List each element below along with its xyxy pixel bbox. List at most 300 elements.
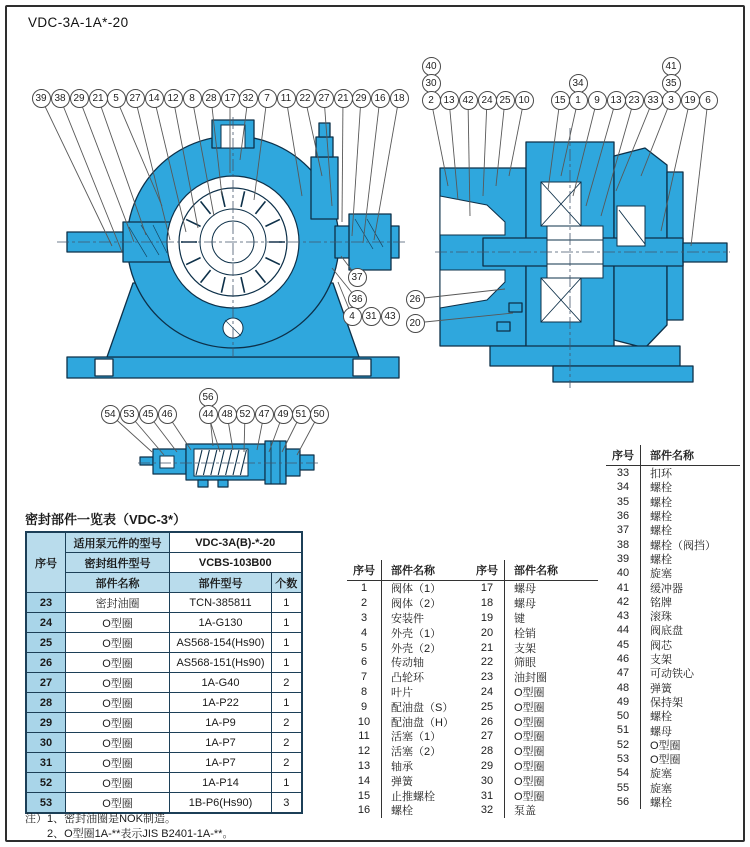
balloon-33: 33 <box>644 91 663 110</box>
parts-row-no: 36 <box>616 510 630 523</box>
parts-row-name: 凸轮环 <box>381 670 473 685</box>
balloon-54: 54 <box>101 405 120 424</box>
balloon-38: 38 <box>51 89 70 108</box>
parts-row-name: 缓冲器 <box>640 580 740 594</box>
seal-kit-model-label: 密封组件型号 <box>66 553 170 573</box>
parts-row-name: 外壳（1） <box>381 625 473 640</box>
parts-col-name-header: 部件名称 <box>640 445 740 465</box>
seal-table-row <box>26 613 302 633</box>
balloon-7: 7 <box>258 89 277 108</box>
parts-row <box>606 609 740 623</box>
parts-row <box>606 723 740 737</box>
balloon-27: 27 <box>126 89 145 108</box>
balloon-49: 49 <box>274 405 293 424</box>
parts-row <box>347 596 473 611</box>
parts-row <box>470 788 598 803</box>
parts-row-name: 保持架 <box>640 695 740 709</box>
parts-row-no: 47 <box>616 667 630 680</box>
parts-row-no: 46 <box>616 653 630 665</box>
seal-part-model: TCN-385811 <box>170 593 272 613</box>
balloon-36: 36 <box>348 290 367 309</box>
parts-row-name: O型圈 <box>504 773 598 788</box>
parts-row-name: 传动轴 <box>381 655 473 670</box>
seal-part-model: 1A-G130 <box>170 613 272 633</box>
balloon-4: 4 <box>343 307 362 326</box>
balloon-26: 26 <box>406 290 425 309</box>
parts-row-no: 26 <box>480 715 494 728</box>
parts-row <box>606 652 740 666</box>
parts-row <box>470 670 598 685</box>
balloon-12: 12 <box>164 89 183 108</box>
balloon-2: 2 <box>422 91 441 110</box>
parts-row-no: 50 <box>616 710 630 723</box>
parts-row-no: 42 <box>616 595 630 608</box>
parts-list-1-16 <box>347 560 473 818</box>
seal-part-model: 1A-G40 <box>170 673 272 693</box>
parts-row <box>606 795 740 809</box>
parts-row-name: 安装件 <box>381 611 473 626</box>
parts-row-no: 1 <box>360 582 368 595</box>
balloon-11: 11 <box>277 89 296 108</box>
seal-part-model: 1A-P7 <box>170 753 272 773</box>
parts-row-no: 56 <box>616 795 630 808</box>
seal-part-name: 密封油圈 <box>66 593 170 613</box>
seal-col-qty-header: 个数 <box>272 573 302 593</box>
balloon-28: 28 <box>202 89 221 108</box>
parts-row <box>606 495 740 509</box>
seal-col-name-header: 部件名称 <box>66 573 170 593</box>
parts-row-name: O型圈 <box>504 699 598 714</box>
seal-part-qty: 2 <box>272 713 302 733</box>
parts-row-no: 34 <box>616 481 630 494</box>
parts-row-no: 48 <box>616 681 630 694</box>
parts-row-no: 19 <box>480 611 494 624</box>
seal-table-notes <box>25 812 233 842</box>
balloon-10: 10 <box>515 91 534 110</box>
note-line-2: 2、O型圈1A-**表示JIS B2401-1A-**。 <box>47 828 234 840</box>
balloon-45: 45 <box>139 405 158 424</box>
parts-row-name: O型圈 <box>504 685 598 700</box>
parts-row <box>470 759 598 774</box>
seal-part-name: O型圈 <box>66 653 170 673</box>
parts-row-no: 11 <box>358 730 370 743</box>
parts-row <box>347 581 473 596</box>
balloon-23: 23 <box>625 91 644 110</box>
parts-col-no-header: 序号 <box>476 565 498 577</box>
balloon-52: 52 <box>236 405 255 424</box>
parts-row-name: 螺母 <box>504 581 598 596</box>
parts-row-no: 9 <box>360 700 368 713</box>
seal-part-qty: 1 <box>272 593 302 613</box>
parts-row <box>606 480 740 494</box>
balloon-8: 8 <box>183 89 202 108</box>
parts-list-header <box>347 560 473 581</box>
parts-row <box>606 566 740 580</box>
parts-row-no: 6 <box>360 656 368 669</box>
seal-row-no: 24 <box>26 613 66 633</box>
parts-row <box>606 466 740 480</box>
parts-row <box>606 666 740 680</box>
parts-row <box>470 611 598 626</box>
parts-row-no: 2 <box>360 597 368 610</box>
parts-row-name: O型圈 <box>504 744 598 759</box>
parts-row <box>347 699 473 714</box>
seal-table-row <box>26 733 302 753</box>
parts-row-no: 38 <box>616 538 630 551</box>
seal-table-row <box>26 773 302 793</box>
parts-row <box>606 709 740 723</box>
parts-row-no: 14 <box>357 774 371 787</box>
seal-col-model-header: 部件型号 <box>170 573 272 593</box>
parts-col-name-header: 部件名称 <box>381 560 473 580</box>
parts-row-no: 40 <box>616 567 630 580</box>
parts-row-no: 5 <box>360 641 368 654</box>
balloon-6: 6 <box>699 91 718 110</box>
seal-row-no: 52 <box>26 773 66 793</box>
parts-row-no: 55 <box>616 781 630 794</box>
balloon-48: 48 <box>218 405 237 424</box>
parts-row-no: 54 <box>616 767 630 780</box>
seal-part-qty: 2 <box>272 733 302 753</box>
balloon-41: 41 <box>662 57 681 76</box>
parts-row <box>347 655 473 670</box>
parts-row-name: O型圈 <box>504 714 598 729</box>
balloon-1: 1 <box>569 91 588 110</box>
seal-table-row <box>26 793 302 814</box>
seal-part-model: 1B-P6(Hs90) <box>170 793 272 814</box>
parts-row-name: 旋塞 <box>640 766 740 780</box>
parts-row-no: 8 <box>360 685 368 698</box>
seal-part-qty: 1 <box>272 773 302 793</box>
parts-row <box>470 714 598 729</box>
balloon-18: 18 <box>390 89 409 108</box>
parts-row-no: 49 <box>616 695 630 708</box>
seal-row-no: 26 <box>26 653 66 673</box>
parts-row-no: 30 <box>480 774 494 787</box>
seal-table-title: 密封部件一览表（VDC-3*） <box>25 512 187 527</box>
seal-row-no: 29 <box>26 713 66 733</box>
parts-row <box>347 759 473 774</box>
parts-row <box>606 537 740 551</box>
seal-table-row <box>26 713 302 733</box>
parts-row-name: 螺栓 <box>640 795 740 809</box>
parts-row-no: 10 <box>357 715 371 728</box>
balloon-42: 42 <box>459 91 478 110</box>
balloon-22: 22 <box>296 89 315 108</box>
parts-row-no: 25 <box>480 700 494 713</box>
parts-row-no: 13 <box>357 759 371 772</box>
page-title: VDC-3A-1A*-20 <box>28 15 129 30</box>
parts-row-name: 螺栓 <box>640 509 740 523</box>
parts-row-no: 20 <box>480 626 494 639</box>
balloon-39: 39 <box>32 89 51 108</box>
parts-row-name: 弹簧 <box>381 773 473 788</box>
seal-part-qty: 1 <box>272 693 302 713</box>
seal-row-no: 30 <box>26 733 66 753</box>
balloon-40: 40 <box>422 57 441 76</box>
parts-row-no: 32 <box>480 804 494 817</box>
parts-row <box>606 523 740 537</box>
seal-part-model: AS568-151(Hs90) <box>170 653 272 673</box>
parts-row-no: 45 <box>616 638 630 651</box>
balloon-32: 32 <box>239 89 258 108</box>
parts-row-name: 螺母 <box>504 596 598 611</box>
parts-row-name: 支架 <box>504 640 598 655</box>
balloon-15: 15 <box>551 91 570 110</box>
parts-row-name: 螺栓 <box>640 480 740 494</box>
parts-row <box>347 640 473 655</box>
parts-row-no: 41 <box>616 581 630 594</box>
parts-row-name: 键 <box>504 611 598 626</box>
parts-row-no: 23 <box>480 671 494 684</box>
parts-row-name: 筛眼 <box>504 655 598 670</box>
parts-row <box>606 623 740 637</box>
parts-row-no: 52 <box>616 738 630 751</box>
parts-row-no: 18 <box>480 597 494 610</box>
parts-row-name: 配油盘（S） <box>381 699 473 714</box>
seal-part-qty: 1 <box>272 613 302 633</box>
balloon-21: 21 <box>334 89 353 108</box>
seal-pump-model-label: 适用泵元件的型号 <box>66 532 170 553</box>
seal-table-row <box>26 653 302 673</box>
balloon-44: 44 <box>199 405 218 424</box>
parts-row-name: 阀芯 <box>640 638 740 652</box>
seal-col-no-header: 序号 <box>26 532 66 593</box>
parts-row <box>347 803 473 818</box>
parts-row <box>606 509 740 523</box>
parts-row <box>347 685 473 700</box>
parts-row-name: 扣环 <box>640 466 740 480</box>
seal-table-row <box>26 753 302 773</box>
balloon-35: 35 <box>662 74 681 93</box>
parts-row-name: 油封圈 <box>504 670 598 685</box>
seal-part-name: O型圈 <box>66 753 170 773</box>
parts-row <box>470 655 598 670</box>
balloon-16: 16 <box>371 89 390 108</box>
parts-row <box>347 773 473 788</box>
parts-row-no: 21 <box>480 641 494 654</box>
parts-row-name: 螺栓 <box>381 803 473 818</box>
seal-part-name: O型圈 <box>66 673 170 693</box>
parts-row <box>470 699 598 714</box>
seal-part-model: AS568-154(Hs90) <box>170 633 272 653</box>
balloon-46: 46 <box>158 405 177 424</box>
seal-part-name: O型圈 <box>66 713 170 733</box>
parts-row-no: 29 <box>480 759 494 772</box>
seal-part-name: O型圈 <box>66 733 170 753</box>
balloon-3: 3 <box>662 91 681 110</box>
seal-part-name: O型圈 <box>66 773 170 793</box>
parts-list-17-32 <box>470 560 598 818</box>
parts-list-header <box>606 445 740 466</box>
balloon-47: 47 <box>255 405 274 424</box>
parts-row <box>347 744 473 759</box>
balloon-29: 29 <box>70 89 89 108</box>
parts-row <box>347 611 473 626</box>
balloon-19: 19 <box>681 91 700 110</box>
parts-list-33-56 <box>606 445 740 809</box>
parts-row-name: 止推螺栓 <box>381 788 473 803</box>
parts-row-name: O型圈 <box>640 752 740 766</box>
seal-part-qty: 2 <box>272 753 302 773</box>
parts-row-name: 螺栓 <box>640 523 740 537</box>
parts-row-no: 43 <box>616 610 630 623</box>
parts-row <box>606 552 740 566</box>
parts-row-no: 53 <box>616 753 630 766</box>
balloon-56: 56 <box>199 388 218 407</box>
parts-row-no: 35 <box>616 495 630 508</box>
parts-row-name: 螺栓 <box>640 495 740 509</box>
note-line-1: 注）1、密封油圈是NOK制造。 <box>25 813 176 825</box>
parts-row <box>347 729 473 744</box>
parts-row-name: 活塞（1） <box>381 729 473 744</box>
parts-row <box>470 581 598 596</box>
balloon-21: 21 <box>89 89 108 108</box>
parts-row <box>470 803 598 818</box>
seal-part-model: 1A-P14 <box>170 773 272 793</box>
parts-row-name: 螺栓（阀挡） <box>640 537 740 551</box>
parts-row-no: 4 <box>360 626 368 639</box>
seal-table-row <box>26 633 302 653</box>
parts-row-no: 37 <box>616 524 630 537</box>
parts-row-name: 旋塞 <box>640 566 740 580</box>
parts-row-name: 滚珠 <box>640 609 740 623</box>
parts-row <box>470 773 598 788</box>
parts-row <box>470 685 598 700</box>
parts-row-no: 15 <box>357 789 371 802</box>
parts-row <box>606 738 740 752</box>
parts-row <box>470 640 598 655</box>
parts-row-no: 12 <box>357 745 371 758</box>
parts-row <box>470 596 598 611</box>
parts-row-no: 33 <box>616 467 630 480</box>
parts-row <box>606 680 740 694</box>
balloon-13: 13 <box>607 91 626 110</box>
parts-row-name: O型圈 <box>504 729 598 744</box>
parts-row-no: 17 <box>480 582 494 595</box>
parts-row-name: 铭牌 <box>640 595 740 609</box>
seal-part-name: O型圈 <box>66 613 170 633</box>
seal-row-no: 27 <box>26 673 66 693</box>
parts-row <box>347 625 473 640</box>
parts-row <box>606 580 740 594</box>
parts-row-no: 22 <box>480 656 494 669</box>
balloon-5: 5 <box>107 89 126 108</box>
parts-row-name: 阀底盘 <box>640 623 740 637</box>
parts-row-name: O型圈 <box>504 759 598 774</box>
parts-row <box>606 766 740 780</box>
balloon-30: 30 <box>422 74 441 93</box>
balloon-14: 14 <box>145 89 164 108</box>
parts-row-name: 可动铁心 <box>640 666 740 680</box>
parts-row <box>347 788 473 803</box>
parts-row-no: 44 <box>616 624 630 637</box>
parts-row-name: 外壳（2） <box>381 640 473 655</box>
parts-row-name: 配油盘（H） <box>381 714 473 729</box>
seal-part-qty: 2 <box>272 673 302 693</box>
parts-col-name-header: 部件名称 <box>504 560 598 580</box>
parts-list-header <box>470 560 598 581</box>
parts-row-name: O型圈 <box>504 788 598 803</box>
balloon-25: 25 <box>496 91 515 110</box>
seal-part-qty: 1 <box>272 653 302 673</box>
balloon-13: 13 <box>440 91 459 110</box>
parts-row <box>347 670 473 685</box>
balloon-17: 17 <box>221 89 240 108</box>
seal-table-row <box>26 593 302 613</box>
seal-row-no: 23 <box>26 593 66 613</box>
parts-row <box>606 695 740 709</box>
parts-row-name: 泵盖 <box>504 803 598 818</box>
parts-row-no: 24 <box>480 685 494 698</box>
balloon-50: 50 <box>310 405 329 424</box>
parts-row-no: 3 <box>360 611 368 624</box>
parts-row-name: 旋塞 <box>640 781 740 795</box>
parts-row-no: 28 <box>480 745 494 758</box>
balloon-53: 53 <box>120 405 139 424</box>
balloon-37: 37 <box>348 268 367 287</box>
parts-row-name: 支架 <box>640 652 740 666</box>
parts-col-no-header: 序号 <box>612 450 634 462</box>
seal-table-row <box>26 673 302 693</box>
balloon-34: 34 <box>569 74 588 93</box>
parts-row-name: 阀体（1） <box>381 581 473 596</box>
parts-row-name: 轴承 <box>381 759 473 774</box>
seal-kit-model-value: VCBS-103B00 <box>170 553 302 573</box>
balloon-24: 24 <box>478 91 497 110</box>
parts-row <box>470 625 598 640</box>
seal-part-model: 1A-P22 <box>170 693 272 713</box>
parts-row <box>470 744 598 759</box>
parts-row-no: 31 <box>480 789 494 802</box>
seal-part-model: 1A-P7 <box>170 733 272 753</box>
parts-row-no: 27 <box>480 730 494 743</box>
balloon-20: 20 <box>406 314 425 333</box>
seal-row-no: 31 <box>26 753 66 773</box>
parts-row-no: 51 <box>616 724 630 737</box>
parts-row-name: 活塞（2） <box>381 744 473 759</box>
parts-row-name: 阀体（2） <box>381 596 473 611</box>
seal-pump-model-value: VDC-3A(B)-*-20 <box>170 532 302 553</box>
seal-part-name: O型圈 <box>66 633 170 653</box>
parts-row <box>347 714 473 729</box>
balloon-27: 27 <box>315 89 334 108</box>
parts-row-name: 螺母 <box>640 723 740 737</box>
seal-part-qty: 1 <box>272 633 302 653</box>
seal-row-no: 25 <box>26 633 66 653</box>
balloon-51: 51 <box>292 405 311 424</box>
seal-part-name: O型圈 <box>66 793 170 814</box>
seal-parts-table <box>25 531 303 814</box>
balloon-31: 31 <box>362 307 381 326</box>
parts-row <box>606 752 740 766</box>
parts-row-name: 叶片 <box>381 685 473 700</box>
parts-row-name: O型圈 <box>640 738 740 752</box>
parts-row-name: 螺栓 <box>640 709 740 723</box>
seal-row-no: 28 <box>26 693 66 713</box>
parts-row-name: 弹簧 <box>640 680 740 694</box>
seal-part-name: O型圈 <box>66 693 170 713</box>
balloon-9: 9 <box>588 91 607 110</box>
parts-row-no: 39 <box>616 552 630 565</box>
seal-row-no: 53 <box>26 793 66 814</box>
balloon-43: 43 <box>381 307 400 326</box>
parts-row-no: 16 <box>357 804 371 817</box>
parts-col-no-header: 序号 <box>353 565 375 577</box>
parts-row-no: 7 <box>360 671 368 684</box>
seal-table-row <box>26 693 302 713</box>
parts-row <box>606 781 740 795</box>
